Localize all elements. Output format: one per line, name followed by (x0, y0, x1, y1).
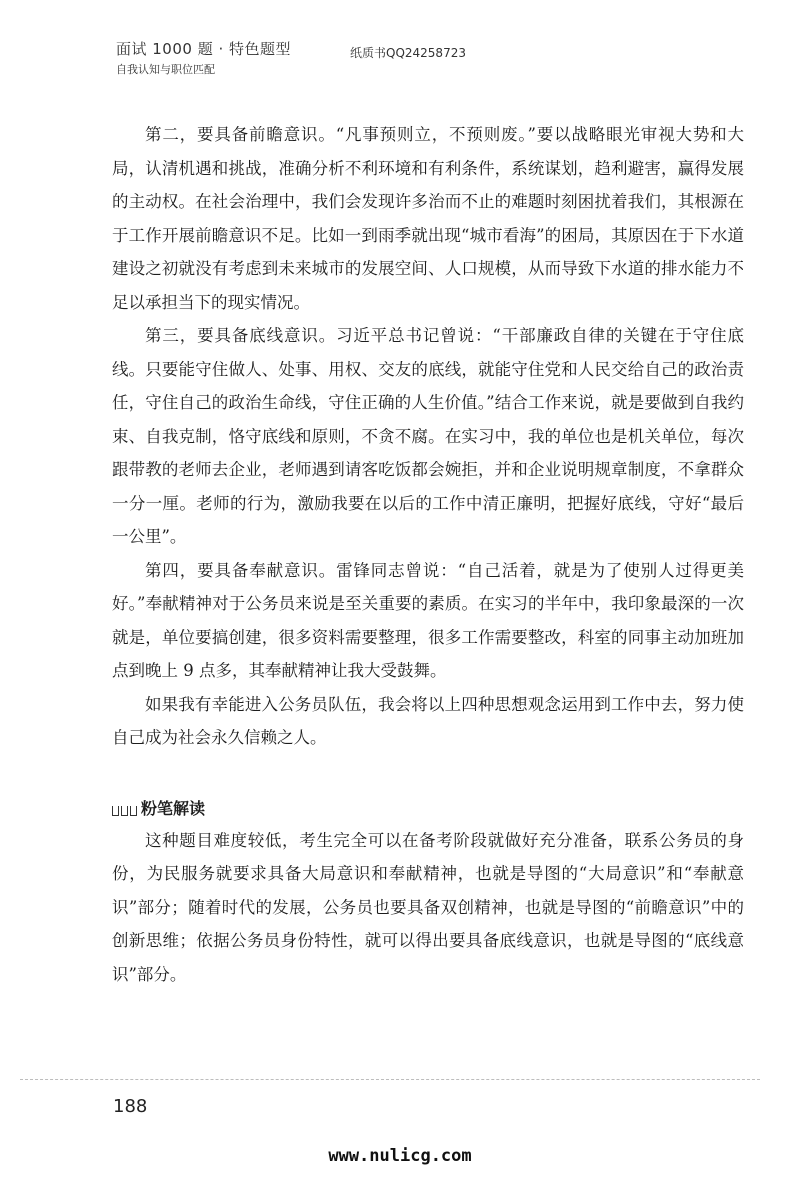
watermark-text: 纸质书QQ24258723 (350, 46, 466, 60)
paragraph-dedication: 第四，要具备奉献意识。雷锋同志曾说：“自己活着，就是为了使别人过得更美好。”奉献精神对于公务员来说是至关重要的素质。在实习的半年中，我印象最深的一次就是，单位要搞创建，很多资料需要整理，很多工作需要整改，科室的同事主动加班加点到晚上 9 点多，其奉献精神让我大受鼓舞。 (112, 560, 744, 680)
page-number: 188 (113, 1096, 148, 1117)
book-title: 面试 1000 题 · 特色题型 (116, 40, 292, 58)
bars-icon (112, 802, 137, 816)
paragraph-forward-looking: 第二，要具备前瞻意识。“凡事预则立，不预则废。”要以战略眼光审视大势和大局，认清机遇和挑战，准确分析不利环境和有利条件，系统谋划，趋利避害，赢得发展的主动权。在社会治理中，我们会发现许多治而不止的难题时刻困扰着我们，其根源在于工作开展前瞻意识不足。比如一到雨季就出现“城市看海”的困局，其原因在于下水道建设之初就没有考虑到未来城市的发展空间、人口规模，从而导致下水道的排水能力不足以承担当下的现实情况。 (112, 125, 744, 312)
chapter-title: 自我认知与职位匹配 (116, 63, 215, 76)
paragraph-conclusion: 如果我有幸能进入公务员队伍，我会将以上四种思想观念运用到工作中去，努力使自己成为社会永久信赖之人。 (112, 694, 744, 747)
section-heading (112, 797, 744, 821)
scan-artifact-line (20, 1079, 760, 1081)
section-heading-label: 粉笔解读 (141, 798, 206, 818)
analysis-paragraph: 这种题目难度较低，考生完全可以在备考阶段就做好充分准备，联系公务员的身份，为民服务就要求具备大局意识和奉献精神，也就是导图的“大局意识”和“奉献意识”部分；随着时代的发展，公务员也要具备双创精神，也就是导图的“前瞻意识”中的创新思维；依据公务员身份特性，就可以得出要具备底线意识，也就是导图的“底线意识”部分。 (112, 830, 744, 984)
footer-url: www.nulicg.com (328, 1146, 472, 1166)
paragraph-bottom-line: 第三，要具备底线意识。习近平总书记曾说：“干部廉政自律的关键在于守住底线。只要能守住做人、处事、用权、交友的底线，就能守住党和人民交给自己的政治责任，守住自己的政治生命线，守住正确的人生价值。”结合工作来说，就是要做到自我约束、自我克制，恪守底线和原则，不贪不腐。在实习中，我的单位也是机关单位，每次跟带教的老师去企业，老师遇到请客吃饭都会婉拒，并和企业说明规章制度，不拿群众一分一厘。老师的行为，激励我要在以后的工作中清正廉明，把握好底线，守好“最后一公里”。 (112, 326, 744, 546)
running-header (116, 40, 291, 77)
body-text (112, 118, 744, 991)
